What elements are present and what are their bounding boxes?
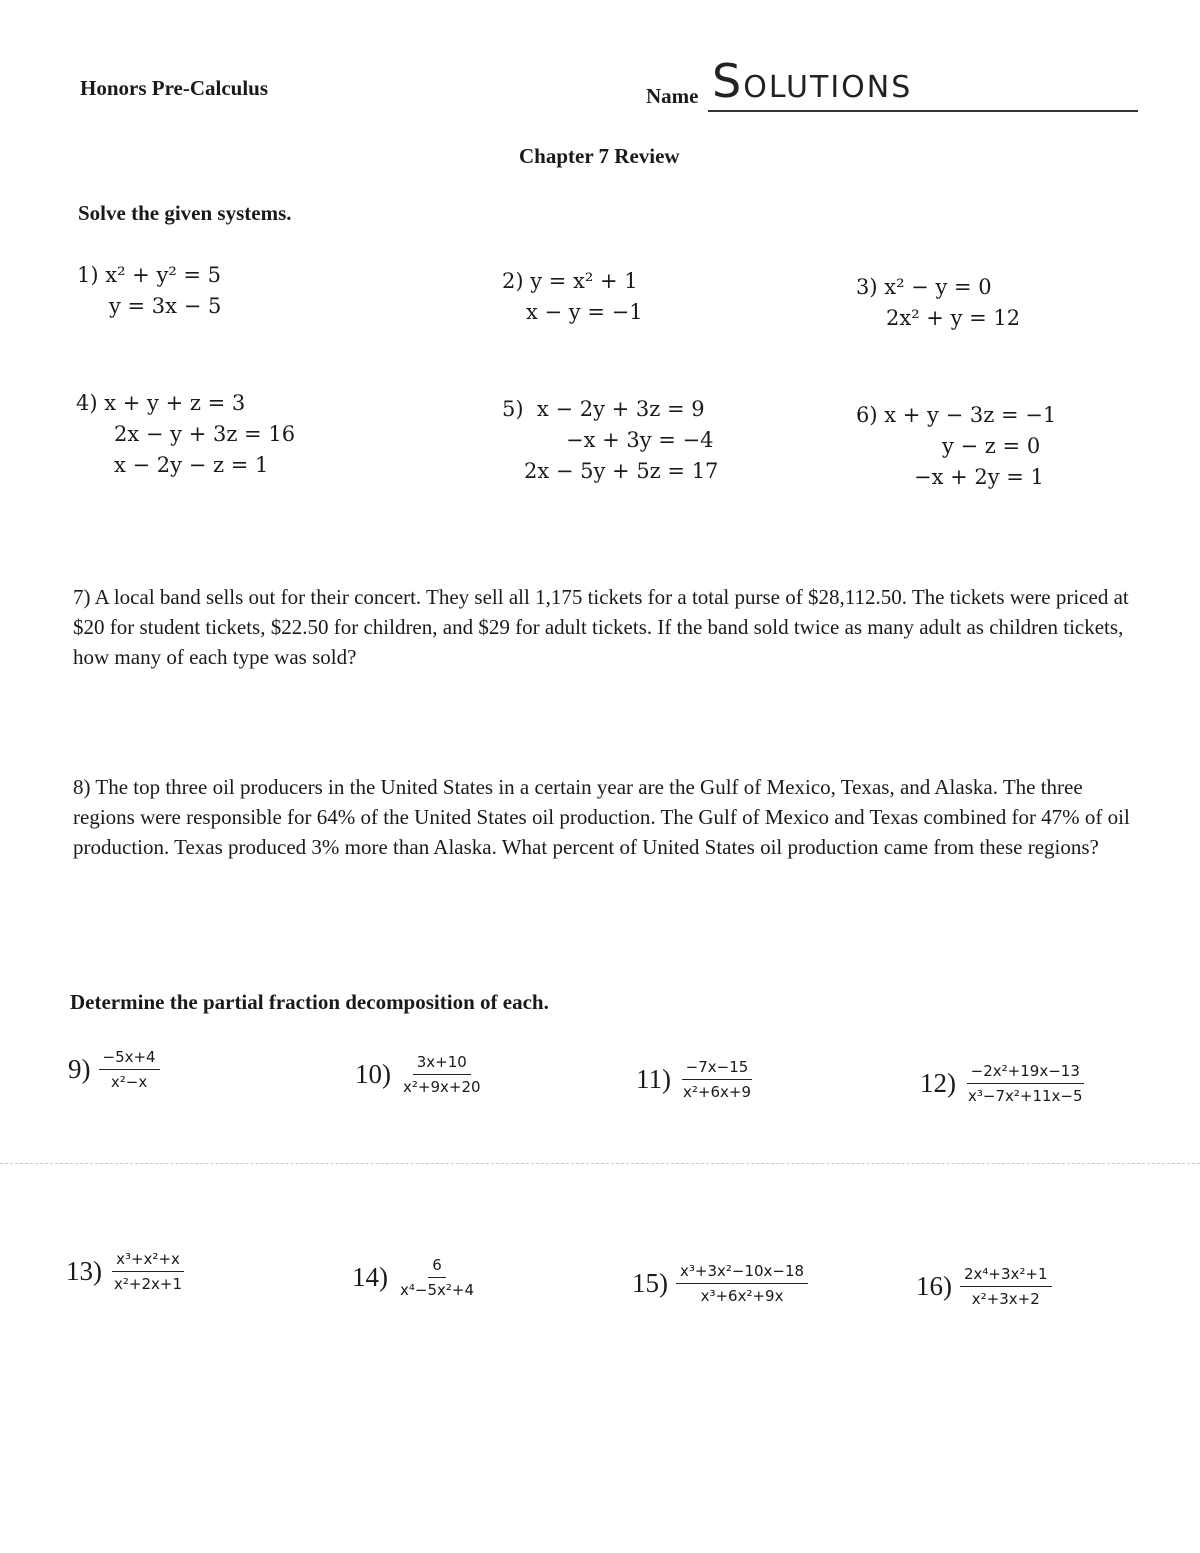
problem-number: 16) bbox=[916, 1271, 952, 1301]
numerator: x³+x²+x bbox=[112, 1250, 184, 1272]
fraction-problem-16 bbox=[916, 1265, 1052, 1308]
fraction-problem-15 bbox=[632, 1262, 808, 1305]
problem-number: 6) bbox=[856, 403, 878, 427]
equation: 2x − 5y + 5z = 17 bbox=[524, 459, 719, 483]
problem-number: 5) bbox=[502, 397, 524, 421]
problem-number: 1) bbox=[77, 263, 99, 287]
denominator: x³−7x²+11x−5 bbox=[968, 1087, 1083, 1105]
equation: −x + 3y = −4 bbox=[566, 428, 714, 452]
equation: x + y + z = 3 bbox=[104, 391, 246, 415]
problem-number: 10) bbox=[355, 1059, 391, 1089]
denominator: x²+2x+1 bbox=[114, 1275, 182, 1293]
name-value: SOLUTIONS bbox=[712, 54, 913, 108]
page-title: Chapter 7 Review bbox=[519, 144, 680, 168]
denominator: x³+6x²+9x bbox=[700, 1287, 784, 1305]
equation: x − 2y + 3z = 9 bbox=[536, 397, 705, 421]
word-problem-8: 8) The top three oil producers in the United States in a certain year are the Gulf of Mexico, Texas, and Alaska. The three regions were responsible for 64% of the United States oil production. The Gulf of Mexico and Texas combined for 47% of oil production. Texas produced 3% more than Alaska. What percent of United States oil production came from these regions? bbox=[73, 775, 1130, 859]
system-problem-4 bbox=[76, 388, 295, 481]
equation: y − z = 0 bbox=[942, 434, 1041, 458]
equation: y = x² + 1 bbox=[530, 269, 638, 293]
numerator: −2x²+19x−13 bbox=[967, 1062, 1084, 1084]
problem-number: 14) bbox=[352, 1262, 388, 1292]
numerator: −7x−15 bbox=[682, 1058, 753, 1080]
fraction-problem-9 bbox=[68, 1048, 160, 1091]
equation: −x + 2y = 1 bbox=[914, 465, 1044, 489]
denominator: x²+9x+20 bbox=[403, 1078, 481, 1096]
numerator: 6 bbox=[428, 1256, 446, 1278]
denominator: x⁴−5x²+4 bbox=[400, 1281, 475, 1299]
name-label: Name bbox=[646, 84, 699, 108]
equation: x + y − 3z = −1 bbox=[884, 403, 1057, 427]
equation: x² − y = 0 bbox=[884, 275, 992, 299]
problem-number: 4) bbox=[76, 391, 98, 415]
denominator: x²−x bbox=[110, 1073, 148, 1091]
system-problem-6 bbox=[856, 400, 1056, 493]
problem-number: 3) bbox=[856, 275, 878, 299]
equation: x² + y² = 5 bbox=[105, 263, 222, 287]
equation: 2x − y + 3z = 16 bbox=[114, 422, 296, 446]
fraction-problem-11 bbox=[636, 1058, 755, 1101]
system-problem-2 bbox=[502, 266, 643, 328]
name-underline bbox=[708, 110, 1138, 112]
denominator: x²+6x+9 bbox=[683, 1083, 751, 1101]
page-divider bbox=[0, 1163, 1200, 1164]
fraction-problem-12 bbox=[920, 1062, 1087, 1105]
equation: x − y = −1 bbox=[526, 300, 643, 324]
system-problem-5 bbox=[502, 394, 718, 487]
equation: 2x² + y = 12 bbox=[886, 306, 1021, 330]
problem-number: 2) bbox=[502, 269, 524, 293]
problem-number: 15) bbox=[632, 1268, 668, 1298]
numerator: −5x+4 bbox=[99, 1048, 160, 1070]
system-problem-1 bbox=[77, 260, 221, 322]
numerator: x³+3x²−10x−18 bbox=[676, 1262, 808, 1284]
numerator: 2x⁴+3x²+1 bbox=[960, 1265, 1052, 1287]
fraction-problem-13 bbox=[66, 1250, 186, 1293]
problem-number: 13) bbox=[66, 1256, 102, 1286]
fraction-problem-14 bbox=[352, 1256, 478, 1299]
system-problem-3 bbox=[856, 272, 1020, 334]
problem-number: 12) bbox=[920, 1068, 956, 1098]
fraction-problem-10 bbox=[355, 1053, 485, 1096]
problem-number: 11) bbox=[636, 1064, 671, 1094]
course-title: Honors Pre-Calculus bbox=[80, 76, 269, 100]
equation: x − 2y − z = 1 bbox=[114, 453, 269, 477]
systems-instruction: Solve the given systems. bbox=[78, 201, 292, 225]
partial-fractions-instruction: Determine the partial fraction decomposition of each. bbox=[70, 990, 549, 1014]
denominator: x²+3x+2 bbox=[971, 1290, 1040, 1308]
equation: y = 3x − 5 bbox=[109, 294, 222, 318]
problem-number: 9) bbox=[68, 1054, 91, 1084]
word-problem-7: 7) A local band sells out for their concert. They sell all 1,175 tickets for a total purse of $28,112.50. The tickets were priced at $20 for student tickets, $22.50 for children, and $29 for adult tickets. If the band sold twice as many adult as children tickets, how many of each type was sold? bbox=[73, 585, 1129, 669]
numerator: 3x+10 bbox=[413, 1053, 471, 1075]
